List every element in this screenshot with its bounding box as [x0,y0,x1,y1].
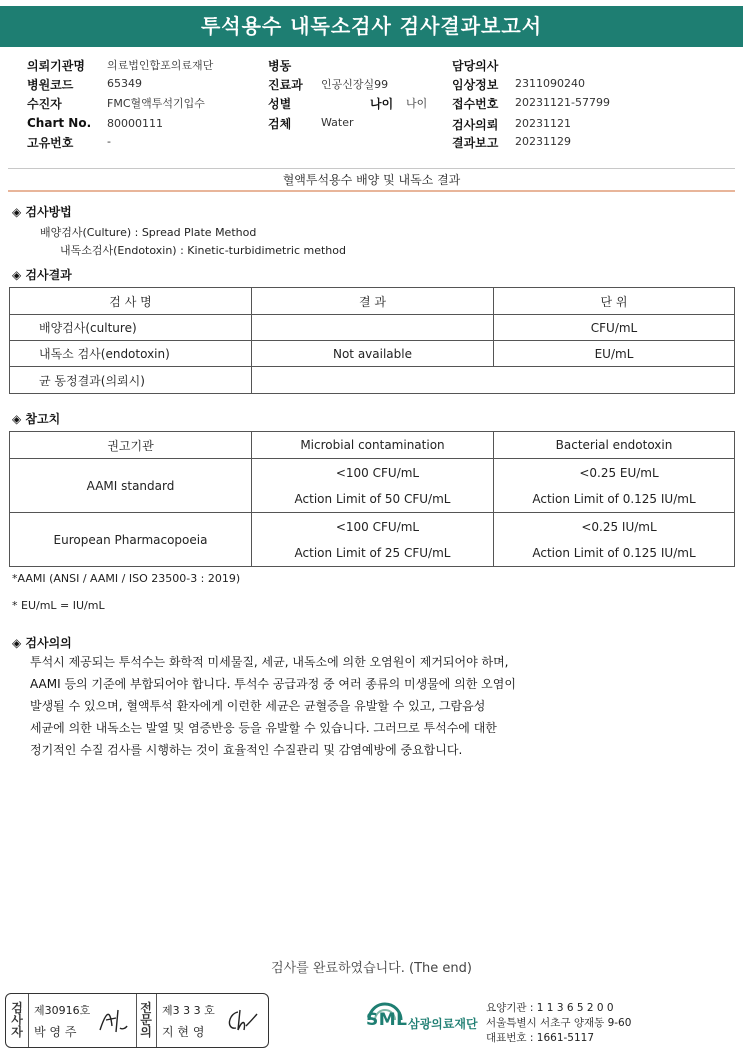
opinion-line: 발생될 수 있으며, 혈액투석 환자에게 이런한 세균은 균혈증을 유발할 수 있고, 그람음성 [30,699,486,713]
table-row [10,513,735,567]
table-row [10,459,735,513]
examiner-license: 제30916호 [34,1004,91,1017]
reference-micro [252,459,494,513]
section-subtitle: 혈액투석용수 배양 및 내독소 결과 [282,173,461,187]
opinion-body [30,651,590,761]
method-endotoxin: 내독소검사(Endotoxin) : Kinetic-turbidimetric method [60,244,346,257]
results-header-name: 검 사 명 [10,288,252,315]
value-unique-no: - [107,135,111,148]
result-value [252,367,735,394]
reference-table [9,431,735,567]
reference-org: AAMI standard [10,459,252,513]
label-doctor: 담당의사 [452,59,499,73]
specialist-license: 제3 3 3 호 [162,1004,215,1017]
reference-endo-limit: <0.25 EU/mL [579,465,659,480]
label-age: 나이 [370,97,394,111]
divider [156,994,157,1047]
divider [8,168,735,169]
reference-endo [494,459,735,513]
opinion-line: 세균에 의한 내독소는 발열 및 염증반응 등을 유발할 수 있습니다. 그러므로 투석수에 대한 [30,721,497,735]
result-value: Not available [252,341,494,367]
divider [136,994,137,1047]
reference-micro-action: Action Limit of 50 CFU/mL [294,491,451,506]
method-heading: ◈ 검사방법 [12,205,72,219]
reference-header-endo: Bacterial endotoxin [494,432,735,459]
result-unit: CFU/mL [494,315,735,341]
specialist-name: 지 현 영 [162,1025,205,1039]
reference-micro-action: Action Limit of 25 CFU/mL [294,545,451,560]
label-sex: 성별 [268,97,292,111]
examiner-label: 검사자 [11,1001,23,1039]
value-report-date: 20231129 [515,135,571,148]
signature-box [5,993,269,1048]
results-header-unit: 단 위 [494,288,735,315]
reference-note-unit: * EU/mL = IU/mL [12,599,105,612]
value-hospital-code: 65349 [107,77,142,90]
value-request-date: 20231121 [515,117,571,130]
reference-note-aami: *AAMI (ANSI / AAMI / ISO 23500-3 : 2019) [12,572,241,585]
value-age: 나이 [406,97,428,110]
reference-endo-action: Action Limit of 0.125 IU/mL [532,491,696,506]
result-value [252,315,494,341]
label-department: 진료과 [268,78,303,92]
value-department: 인공신장실99 [321,78,389,91]
result-test-name: 균 동정결과(의뢰시) [10,367,252,394]
table-row [10,341,735,367]
opinion-line: 투석시 제공되는 투석수는 화학적 미세물질, 세균, 내독소에 의한 오염원이 제거되어야 하며, [30,655,509,669]
reference-endo [494,513,735,567]
reference-header-micro: Microbial contamination [252,432,494,459]
value-patient: FMC혈액투석기입수 [107,97,205,110]
label-ward: 병동 [268,59,292,73]
reference-endo-action: Action Limit of 0.125 IU/mL [532,545,696,560]
value-receipt-no: 20231121-57799 [515,96,610,109]
results-heading: ◈ 검사결과 [12,268,72,282]
label-receipt-no: 접수번호 [452,97,499,111]
divider-accent [8,190,735,192]
reference-heading: ◈ 참고치 [12,412,61,426]
reference-micro-limit: <100 CFU/mL [335,519,420,534]
reference-micro-limit: <100 CFU/mL [335,465,420,480]
result-test-name: 내독소 검사(endotoxin) [10,341,252,367]
reference-endo-limit: <0.25 IU/mL [581,519,657,534]
examiner-name: 박 영 주 [34,1025,77,1039]
end-text: 검사를 완료하였습니다. (The end) [271,961,472,976]
method-culture: 배양검사(Culture) : Spread Plate Method [40,226,257,239]
result-unit: EU/mL [494,341,735,367]
value-clinical-info: 2311090240 [515,77,585,90]
report-title: 투석용수 내독소검사 검사결과보고서 [0,6,743,47]
value-specimen: Water [321,116,354,129]
label-clinical-info: 임상정보 [452,78,499,92]
reference-micro [252,513,494,567]
examiner-signature-icon [96,1004,130,1036]
label-specimen: 검체 [268,117,292,131]
result-test-name: 배양검사(culture) [10,315,252,341]
label-unique-no: 고유번호 [27,136,74,150]
reference-org: European Pharmacopoeia [10,513,252,567]
org-address: 서울특별시 서초구 양재동 9-60 [486,1017,632,1029]
value-client: 의료법인합포의료재단 [107,59,214,72]
opinion-line: AAMI 등의 기준에 부합되어야 합니다. 투석수 공급과정 중 여러 종류의 미생물에 의한 오염이 [30,677,516,691]
table-row [10,367,735,394]
results-header-result: 결 과 [252,288,494,315]
opinion-heading: ◈ 검사의의 [12,636,72,650]
results-table [9,287,735,394]
reference-header-org: 권고기관 [10,432,252,459]
org-code: 요양기관 : 1 1 3 6 5 2 0 0 [486,1002,614,1014]
label-chart-no: Chart No. [27,116,92,130]
label-report-date: 결과보고 [452,136,499,150]
label-client: 의뢰기관명 [27,59,85,73]
opinion-line: 정기적인 수질 검사를 시행하는 것이 효율적인 수질관리 및 감염예방에 중요합니다. [30,743,463,757]
divider [28,994,29,1047]
specialist-signature-icon [224,1006,260,1036]
org-phone: 대표번호 : 1661-5117 [486,1032,595,1044]
label-request-date: 검사의뢰 [452,118,499,132]
specialist-label: 전문의 [140,1001,152,1039]
value-chart-no: 80000111 [107,117,163,130]
label-hospital-code: 병원코드 [27,78,74,92]
org-name: 삼광의료재단 [408,1017,478,1031]
logo-text: SML [366,1010,408,1030]
label-patient: 수진자 [27,97,62,111]
table-row [10,315,735,341]
